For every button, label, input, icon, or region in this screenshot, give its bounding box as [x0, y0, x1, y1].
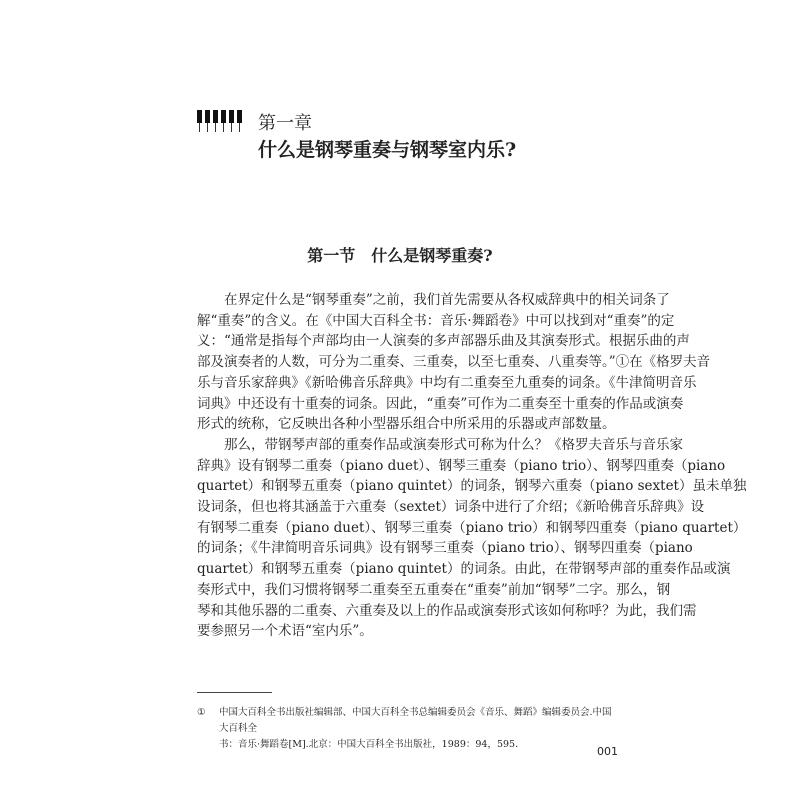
- chapter-title: 什么是钢琴重奏与钢琴室内乐?: [258, 139, 517, 161]
- footnote: [197, 705, 617, 753]
- footnote-divider: [197, 692, 272, 693]
- paragraph-line: 要参照另一个术语“室内乐”。: [197, 623, 373, 640]
- footnote-line: 书：音乐·舞蹈卷[M].北京：中国大百科全书出版社，1989：94，595.: [219, 739, 519, 750]
- paragraph-line: 奏形式中，我们习惯将钢琴二重奏至五重奏在“重奏”前加“钢琴”二字。那么，钢: [197, 581, 671, 598]
- paragraph-line: 有钢琴二重奏（piano duet）、钢琴三重奏（piano trio）和钢琴四重奏（piano quartet）: [197, 519, 747, 536]
- paragraph-line: 形式的统称，它反映出各种小型器乐组合中所采用的乐器或声部数量。: [197, 416, 616, 433]
- paragraph-line: 乐与音乐家辞典》《新哈佛音乐辞典》中均有二重奏至九重奏的词条。《牛津简明音乐: [197, 374, 697, 391]
- paragraph-line: 义：“通常是指每个声部均由一人演奏的多声部器乐曲及其演奏形式。根据乐曲的声: [197, 333, 690, 350]
- paragraph-line: 词典》中还设有十重奏的词条。因此，“重奏”可作为二重奏至十重奏的作品或演奏: [197, 395, 684, 412]
- chapter-label: 第一章: [258, 113, 312, 134]
- paragraph-line: 琴和其他乐器的二重奏、六重奏及以上的作品或演奏形式该如何称呼？为此，我们需: [197, 602, 697, 619]
- paragraph-line: quartet）和钢琴五重奏（piano quintet）的词条，钢琴六重奏（piano sextet）虽未单独: [197, 478, 747, 495]
- paragraph-line: 设词条，但也将其涵盖于六重奏（sextet）词条中进行了介绍；《新哈佛音乐辞典》设: [197, 499, 705, 516]
- paragraph-line: quartet）和钢琴五重奏（piano quintet）的词条。由此，在带钢琴声部的重奏作品或演: [197, 561, 731, 578]
- paragraph-line: 部及演奏者的人数，可分为二重奏、三重奏，以至七重奏、八重奏等。”①在《格罗夫音: [197, 354, 711, 371]
- section-title: 第一节 什么是钢琴重奏?: [307, 246, 493, 265]
- page-number: 001: [597, 745, 618, 758]
- paragraph-line: 那么，带钢琴声部的重奏作品或演奏形式可称为什么？《格罗夫音乐与音乐家: [224, 436, 683, 453]
- paragraph-line: 在界定什么是“钢琴重奏”之前，我们首先需要从各权威辞典中的相关词条了: [224, 292, 670, 308]
- footnote-line: 中国大百科全书出版社编辑部、中国大百科全书总编辑委员会《音乐、舞蹈》编辑委员会.中国大百科全: [219, 707, 612, 734]
- paragraph-line: 的词条；《牛津简明音乐词典》设有钢琴三重奏（piano trio）、钢琴四重奏（piano: [197, 540, 693, 557]
- paragraph-line: 解“重奏”的含义。在《中国大百科全书：音乐·舞蹈卷》中可以找到对“重奏”的定: [197, 312, 675, 329]
- paragraph-line: 辞典》设有钢琴二重奏（piano duet）、钢琴三重奏（piano trio）、钢琴四重奏（piano: [197, 457, 726, 474]
- piano-keys-icon: [197, 110, 242, 132]
- body-text: [197, 290, 747, 642]
- footnote-marker: ①: [197, 707, 206, 718]
